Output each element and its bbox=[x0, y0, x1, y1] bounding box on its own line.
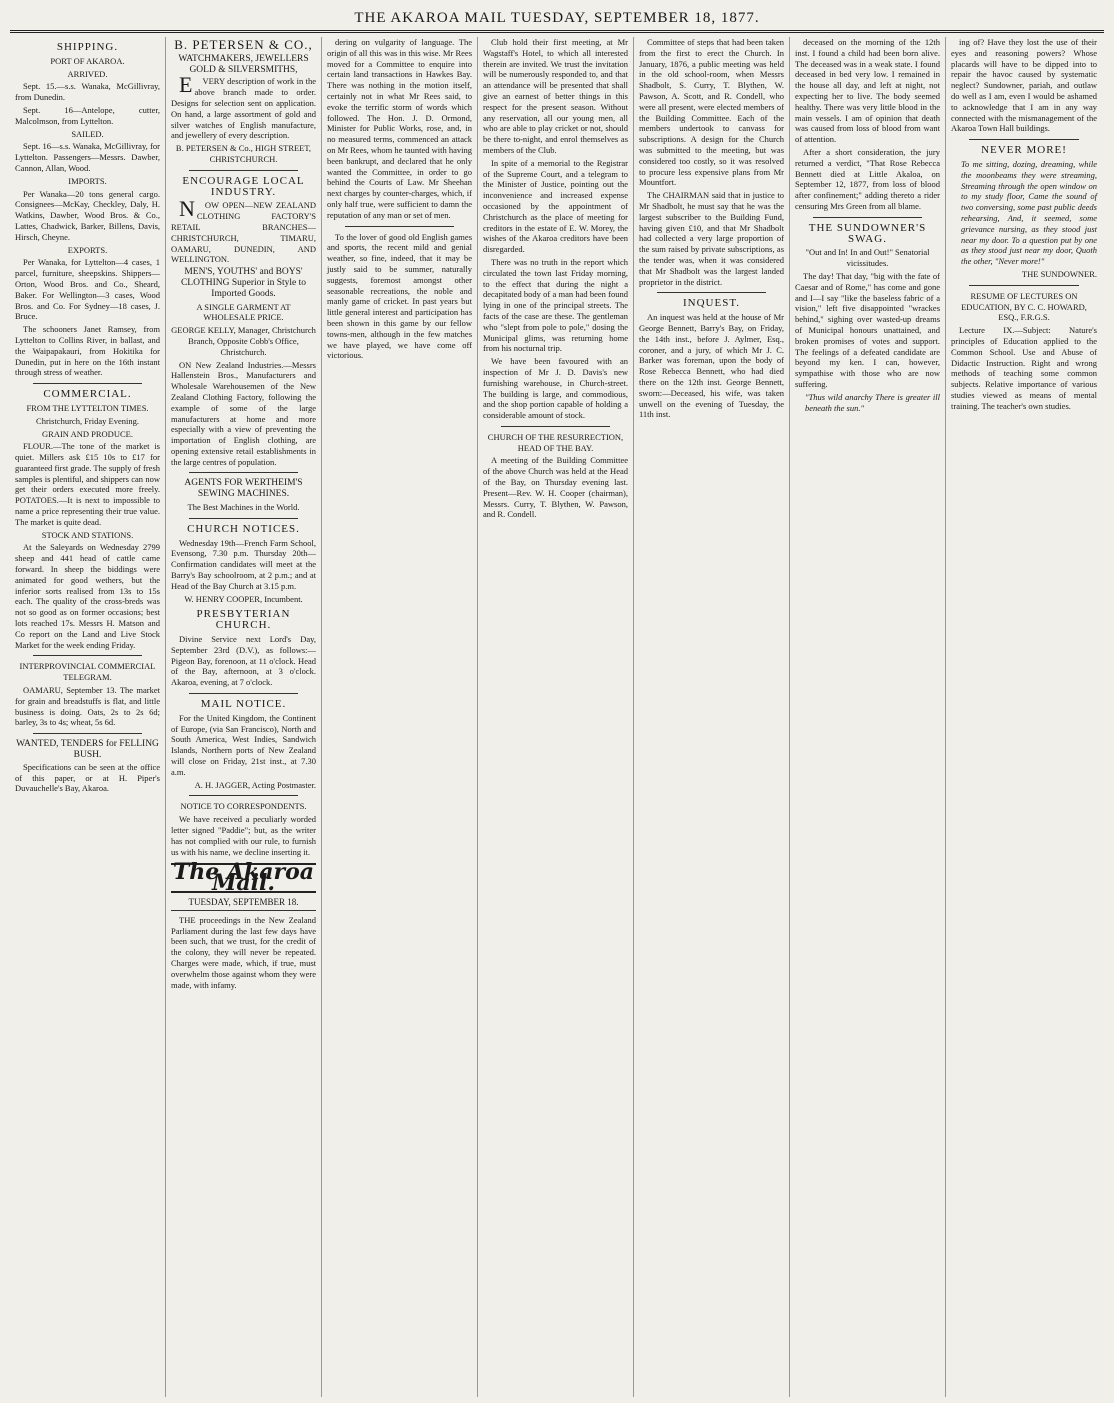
divider bbox=[657, 292, 766, 293]
article-text: In spite of a memorial to the Registrar of the Supreme Court, and a telegram to the Minister of Justice, pointing out the inconvenience and increased expense occasioned by the appointment of Christchurch as the place of meeting for creditors in the estate of E. W. Morey, the wishes of the Akaroa creditors have been disregarded. bbox=[483, 157, 628, 255]
lectures-title: RESUME OF LECTURES ON EDUCATION, BY C. C. HOWARD, ESQ., F.R.G.S. bbox=[961, 290, 1087, 323]
presbyterian-title: PRESBYTERIAN CHURCH. bbox=[196, 608, 291, 632]
inquest-title: INQUEST. bbox=[683, 297, 740, 310]
divider bbox=[33, 655, 142, 656]
divider bbox=[189, 472, 298, 473]
article-text: ing of? Have they lost the use of their eyes and reasoning powers? Whose placards will have to be dipped into to repair the havoc caused by systematic neglect? Sundowner, pariah, and outlaw do well as I am, even I would be ashamed to acknowledge that I am in any way connected with the mismanagement of the Akaroa Town Hall buildings. bbox=[951, 37, 1097, 134]
article-text: Committee of steps that had been taken from the first to erect the Church. In January, 1876, a public meeting was held in the old school-room, when Messrs Shadbolt, S. Curry, T. Blythen, W. Pawson, A. Scott, and R. Condell, who were all present, were elected members of the Building Committee. Each of the members undertook to canvass for subscriptions. A design for the Church was submitted to the meeting, but was considered too costly, so it was resolved to procure less expensive plans from Mr Mountfort. bbox=[639, 37, 784, 188]
imports-label: IMPORTS. bbox=[68, 175, 107, 186]
column-4 bbox=[478, 37, 634, 1397]
lectures-text: Lecture IX.—Subject: Nature's principles of Education applied to the Common School. Use and Abuse of Didactic Instruction. Right and wrong methods of teaching some common subjects. Relative importance of various studies viewed as means of mental training. The teacher's own studies. bbox=[951, 325, 1097, 411]
columns bbox=[10, 37, 1104, 1397]
divider bbox=[813, 217, 922, 218]
column-5 bbox=[634, 37, 790, 1397]
commercial-source: FROM THE LYTTELTON TIMES. bbox=[26, 402, 149, 413]
agents-sub: The Best Machines in the World. bbox=[187, 502, 300, 513]
industry-text: NOW OPEN—NEW ZEALAND CLOTHING FACTORY'S RETAIL BRANCHES—CHRISTCHURCH, TIMARU, OAMARU, DUNEDIN, AND WELLINGTON. bbox=[171, 196, 316, 265]
wanted-text: Specifications can be seen at the office of this paper, or at H. Piper's Duvauchelle's Bay, Akaroa. bbox=[15, 761, 160, 794]
article-text: deceased on the morning of the 12th inst. I found a child had been born alive. The deceased was in a weak state. I found deceased in bed very low. I remained in the house all day, and left at night, not expecting her to live. The body seemed healthy. There was very little blood in the main vessels. I am of opinion that death was caused from loss of blood from want of attention. bbox=[795, 37, 940, 145]
divider bbox=[189, 518, 298, 519]
sailed-label: SAILED. bbox=[71, 128, 104, 139]
firm-signature: B. PETERSEN & Co., HIGH STREET, CHRISTCHURCH. bbox=[175, 143, 312, 164]
church-signature: W. HENRY COOPER, Incumbent. bbox=[184, 593, 303, 604]
editorial-text: THE proceedings in the New Zealand Parliament during the last few days have been such, that we trust, for the credit of the colony, they will never be repeated. Charges were made, which, if true, must overwhelm those against whom they were made, with infamy. bbox=[171, 914, 316, 990]
church-resurrection-text: A meeting of the Building Committee of the above Church was held at the Head of the Bay, on Thursday evening last. Present—Rev. W. H. Cooper (chairman), Messrs. Curry, T. Blythen, W. Pawson, and R. Condell. bbox=[483, 455, 628, 520]
divider bbox=[345, 226, 454, 227]
wanted-title: WANTED, TENDERS for FELLING BUSH. bbox=[16, 739, 159, 761]
grain-heading: GRAIN AND PRODUCE. bbox=[42, 428, 133, 439]
firm-name: B. PETERSEN & CO., bbox=[174, 37, 313, 52]
arrived-item: Sept. 15.—s.s. Wanaka, McGillivray, from Dunedin. bbox=[15, 81, 160, 103]
schooner-text: The schooners Janet Ramsey, from Lyttelton to Collins River, in ballast, and the Waipapakauri, from Hokitika for Dunedin, put in here on the 16th instant through stress of weather. bbox=[15, 324, 160, 378]
article-text: To the lover of good old English games and sports, the recent mild and genial weather, so fine, indeed, that it may be justly said to be summer, naturally suggests, foremost amongst other seasonable recreations, the noble and manly game of cricket. In past years but little general interest and participation has been shown in this game by our fellow towns-men, although in the few matches we have played, we have come off victorious. bbox=[327, 231, 472, 361]
commercial-dateline: Christchurch, Friday Evening. bbox=[36, 415, 139, 426]
single-garment: A SINGLE GARMENT AT WHOLESALE PRICE. bbox=[196, 301, 291, 323]
article-text: After a short consideration, the jury returned a verdict, "That Rose Rebecca Bennett died at Little Akaloa, on September 12, 1877, from loss of blood after confinement;" adding thereto a rider censuring Mrs Green from all blame. bbox=[795, 146, 940, 211]
swag-motto: "Out and In! In and Out!" Senatorial vicissitudes. bbox=[805, 247, 930, 269]
church-resurrection-title: CHURCH OF THE RESURRECTION, HEAD OF THE BAY. bbox=[487, 431, 624, 453]
exports-label: EXPORTS. bbox=[67, 244, 108, 255]
presbyterian-text: Divine Service next Lord's Day, September 23rd (D.V.), as follows:—Pigeon Bay, forenoon, at 11 o'clock. Head of the Bay, afternoon, at 3 o'clock. Akaroa, evening, at 7 o'clock. bbox=[171, 634, 316, 688]
commercial-title: COMMERCIAL. bbox=[43, 388, 132, 401]
nz-industries-text: ON New Zealand Industries.—Messrs Hallenstein Bros., Manufacturers and Wholesale Warehousemen of the New Zealand Clothing Factory, following the example of some of the large manufacturers at home and more especially with a view of preventing the importation of English clothing, are opening extensive retail establishments in the large centres of population. bbox=[171, 359, 316, 467]
correspondents-text: We have received a peculiarly worded letter signed "Paddie"; but, as the writer has not complied with our rule, to furnish us with his name, we decline inserting it. bbox=[171, 814, 316, 857]
divider bbox=[33, 733, 142, 734]
divider bbox=[189, 170, 298, 171]
stock-heading: STOCK AND STATIONS. bbox=[41, 529, 134, 540]
church-title: CHURCH NOTICES. bbox=[187, 522, 300, 535]
sailed-item: Sept. 16—s.s. Wanaka, McGillivray, for Lyttelton. Passengers—Messrs. Dawber, Cannon, Allan, Wood. bbox=[15, 141, 160, 173]
column-2 bbox=[166, 37, 322, 1397]
telegram-text: OAMARU, September 13. The market for grain and breadstuffs is flat, and little business is doing. Oats, 2s to 2s 6d; barley, 3s to 4s; wheat, 5s 6d. bbox=[15, 685, 160, 728]
divider bbox=[33, 383, 142, 384]
divider bbox=[501, 426, 610, 427]
divider bbox=[189, 795, 298, 796]
inquest-text: An inquest was held at the house of Mr George Bennett, Barry's Bay, on Friday, the 14th inst., before J. Aylmer, Esq., coroner, and a jury, of which Mr J. C. Barker was foreman, upon the body of Rose Rebecca Bennett, who had died there on the 12th inst. George Bennett, sworn:—Deceased, his wife, was taken unwell on the evening of Tuesday, the 11th inst. bbox=[639, 312, 784, 420]
arrived-label: ARRIVED. bbox=[67, 68, 108, 79]
never-more-title: NEVER MORE! bbox=[981, 144, 1067, 157]
article-text: dering on vulgarity of language. The origin of all this was in this wise. Mr Rees moved for a Committee to enquire into certain land transactions in Hawkes Bay. There was nothing in the motion itself, certainly not in what Mr Rees said, to evoke the terrific storm of words which followed. The Hon. J. D. Ormond, Minister for Public Works, rose, and, in no measured terms, commenced an attack on Mr Rees, whom he taunted with having been bankrupt, and declared that he only wanted the Committee, in order to go behind the Courts of Law. Mr Sheehan next charges by counter-charges, which, if only half true, were sufficient to damn the reputation of any man or set of men. bbox=[327, 37, 472, 220]
firm-trade: WATCHMAKERS, JEWELLERS GOLD & SILVERSMITHS, bbox=[178, 53, 309, 75]
swag-verse: "Thus wild anarchy There is greater ill beneath the sun." bbox=[805, 391, 940, 413]
mens-clothing: MEN'S, YOUTHS' and BOYS' CLOTHING Superior in Style to Imported Goods. bbox=[180, 267, 307, 299]
swag-text: The day! That day, "big with the fate of Caesar and of Rome," has come and gone and I—I say "like the baseless fabric of a vision," left five disappointed "wrackes behind," sighing over wasted-up dreams of Municipal honours unattained, and broken promises of votes and support. The feelings of a defeated candidate are beyond my ken. I can, however, sympathise with those who are now suffering. bbox=[795, 270, 940, 389]
exports-text: Per Wanaka, for Lyttelton—4 cases, 1 parcel, furniture, sheepskins. Shippers—Orton, Wood Bros. and Co., Sheard, Baker. For Wellington—3 cases, Wood Bros. and Co. For Sydney—18 cases, J. Bruce. bbox=[15, 257, 160, 322]
paper-banner: The Akaroa Mail. bbox=[172, 859, 315, 897]
correspondents-title: NOTICE TO CORRESPONDENTS. bbox=[180, 801, 307, 812]
column-6 bbox=[790, 37, 946, 1397]
editorial-dateline: TUESDAY, SEPTEMBER 18. bbox=[171, 897, 316, 911]
article-text: There was no truth in the report which circulated the town last Friday morning, to the effect that during the night a decapitated body of a man had been found lying in one of the principal streets. The facts of the case are these. The gentleman who "slept from pole to pole," dosing the Municipal glims, was returning home from his nocturnal trip. bbox=[483, 256, 628, 354]
imports-text: Per Wanaka—20 tons general cargo. Consignees—McKay, Checkley, Daly, H. Watkins, Dawber, Wood Bros. & Co., Lattes, Chadwick, Barker, Billens, Davis, Hirsch, Cheyne. bbox=[15, 188, 160, 242]
manager: GEORGE KELLY, Manager, Christchurch Branch, Opposite Cobb's Office, Christchurch. bbox=[171, 325, 316, 357]
stock-text: At the Saleyards on Wednesday 2799 sheep and 441 head of cattle came forward. In sheep the biddings were animated for good wethers, but the inferior sorts realised from 13s to 15s each. The quality of the cross-breds was not so good as on former occasions; best lots reached 17s. Messrs H. Matson and Co report on the Land and Live Stock Market for the week ending Friday. bbox=[15, 542, 160, 650]
agents-title: AGENTS FOR WERTHEIM'S SEWING MACHINES. bbox=[184, 478, 303, 500]
grain-text: FLOUR.—The tone of the market is quiet. Millers ask £15 10s to £17 for guaranteed first grade. The supply of fresh samples is plentiful, and shippers can now get their orders executed more freely. POTATOES.—It is next to impossible to name a price representing their true value. The market is quite dead. bbox=[15, 441, 160, 527]
swag-title: THE SUNDOWNER'S SWAG. bbox=[808, 221, 927, 245]
mail-text: For the United Kingdom, the Continent of Europe, (via San Francisco), North and South America, West Indies, Sandwich Islands, Northern ports of New Zealand will close on Friday, 21st inst., at 7.30 a.m. bbox=[171, 712, 316, 777]
column-7 bbox=[946, 37, 1102, 1397]
poem-signature: THE SUNDOWNER. bbox=[1021, 268, 1097, 279]
firm-text: EVERY description of work in the above branch made to order. Designs for selection sent on application. On hand, a large assortment of gold and silver watches of English manufacture, and jewellery of every description. bbox=[171, 72, 316, 141]
divider bbox=[969, 139, 1079, 140]
masthead: THE AKAROA MAIL TUESDAY, SEPTEMBER 18, 1877. bbox=[10, 6, 1104, 33]
divider bbox=[189, 693, 298, 694]
article-text: We have been favoured with an inspection of Mr J. D. Davis's new furnishing warehouse, in Church-street. The building is large, and commodious, and the shop portion capable of holding a considerable amount of stock. bbox=[483, 356, 628, 421]
arrived-item: Sept. 16—Antelope, cutter, Malcolmson, from Lyttelton. bbox=[15, 104, 160, 126]
shipping-title: SHIPPING. bbox=[56, 41, 119, 53]
divider bbox=[969, 285, 1079, 286]
port-heading: PORT OF AKAROA. bbox=[50, 55, 125, 66]
mail-signature: A. H. JAGGER, Acting Postmaster. bbox=[194, 779, 316, 790]
telegram-title: INTERPROVINCIAL COMMERCIAL TELEGRAM. bbox=[19, 661, 156, 683]
never-more-poem: To me sitting, dozing, dreaming, while the moonbeams they were streaming, Streaming through the open window on to my study floor, Came the sound of two conversing, some past public deeds rehearsing, And, it seemed, some grievance nursing, as they stood just near my door. To a question put by one as they stood just near my door, Quoth the other, "Never more!" bbox=[961, 158, 1097, 267]
mail-title: MAIL NOTICE. bbox=[200, 698, 287, 711]
church-text: Wednesday 19th—French Farm School, Evensong, 7.30 p.m. Thursday 20th—Confirmation candidates will meet at the Barry's Bay schoolroom, at 2 p.m.; and at Head of the Bay Church at 3.15 p.m. bbox=[171, 537, 316, 591]
column-3 bbox=[322, 37, 478, 1397]
article-text: The CHAIRMAN said that in justice to Mr Shadbolt, he must say that he was the largest subscriber to the Building Fund, having given £10, and that Mr Shadbolt had collected a very large proportion of the sum raised by private subscriptions, as the tender was, when it was considered that Mr Shadbolt was the largest landed proprietor in the district. bbox=[639, 190, 784, 287]
industry-title: ENCOURAGE LOCAL INDUSTRY. bbox=[182, 174, 305, 198]
column-1 bbox=[10, 37, 166, 1397]
article-text: Club hold their first meeting, at Mr Wagstaff's Hotel, to which all interested therein are invited. We trust the invitation will be numerously responded to, and that an attendance will be presented that shall give an earnest of better things in this respect for the present season. Without any reservation, all our young men, all who are able to play cricket or not, should be there to-night, and enrol themselves as members of the Club. bbox=[483, 37, 628, 155]
